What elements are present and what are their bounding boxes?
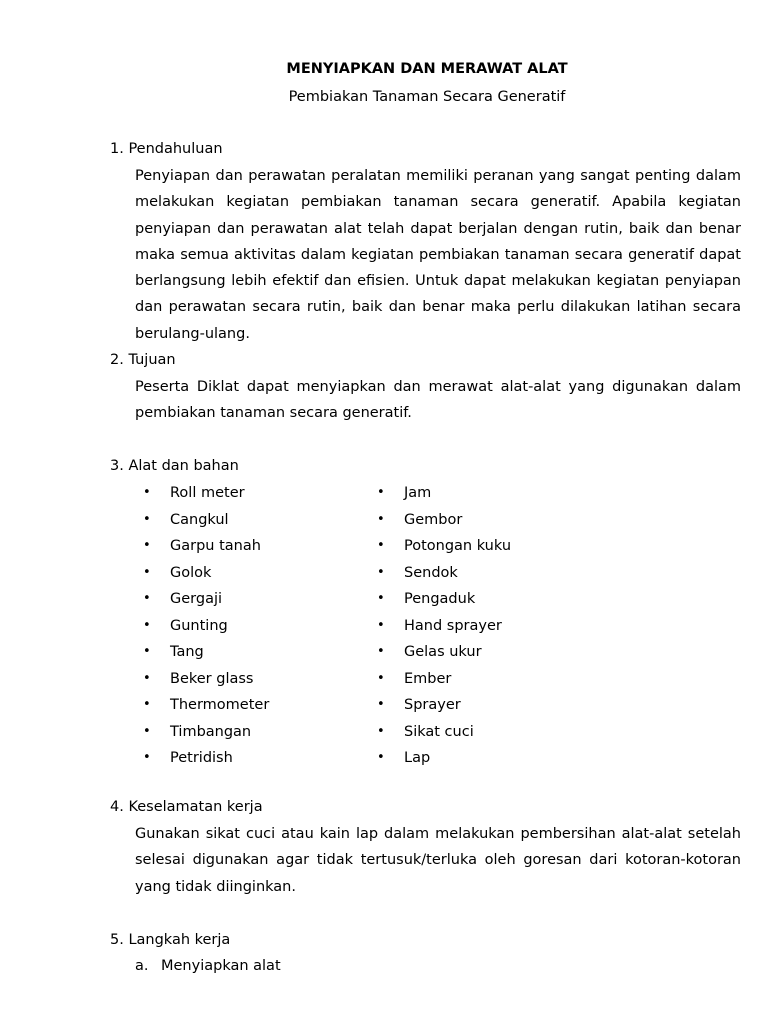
list-item: • Jam [377, 485, 432, 501]
list-item: • Gunting [143, 617, 228, 634]
sub-step-letter: a. [135, 958, 149, 974]
sub-step [135, 958, 281, 974]
list-item: • Pengaduk [377, 591, 476, 607]
list-item: • Sendok [377, 564, 458, 581]
list-item: • Hand sprayer [377, 617, 502, 634]
section-heading-keselamatan: 4. Keselamatan kerja [110, 799, 263, 815]
list-item: • Timbangan [143, 723, 252, 740]
list-item: • Gembor [377, 511, 463, 528]
list-item: • Potongan kuku [377, 538, 512, 554]
tools-list-left [143, 483, 270, 775]
section-body-pendahuluan: Penyiapan dan perawatan peralatan memiliki peranan yang sangat penting dalam melakukan kegiatan pembiakan tanaman secara generatif. Apabila kegiatan penyiapan dan perawatan alat telah dapat berjalan dengan rutin, baik dan benar maka semua aktivitas dalam kegiatan pembiakan tanaman secara generatif dapat berlangsung lebih efektif dan efisien. Untuk dapat melakukan kegiatan penyiapan dan perawatan secara rutin, baik dan benar maka perlu dilakukan latihan secara berulang-ulang. [135, 168, 741, 342]
document-subtitle: Pembiakan Tanaman Secara Generatif [288, 89, 566, 105]
list-item: • Gelas ukur [377, 644, 482, 660]
section-body-tujuan: Peserta Diklat dapat menyiapkan dan merawat alat-alat yang digunakan dalam pembiakan tanaman secara generatif. [135, 379, 741, 422]
sub-step-label: Menyiapkan alat [161, 958, 281, 974]
list-item: • Garpu tanah [143, 538, 261, 554]
list-item: • Gergaji [143, 591, 223, 607]
list-item: • Ember [377, 670, 452, 687]
list-item: • Sikat cuci [377, 723, 474, 740]
section-body-keselamatan: Gunakan sikat cuci atau kain lap dalam melakukan pembersihan alat-alat setelah selesai digunakan agar tidak tertusuk/terluka oleh goresan dari kotoran-kotoran yang tidak diinginkan. [135, 826, 741, 895]
section-heading-alat-bahan: 3. Alat dan bahan [110, 458, 239, 474]
tools-list-right [377, 483, 512, 775]
section-heading-pendahuluan: 1. Pendahuluan [110, 141, 223, 157]
section-heading-tujuan: 2. Tujuan [110, 352, 176, 368]
list-item: • Sprayer [377, 697, 461, 713]
list-item: • Tang [143, 644, 204, 660]
list-item: • Petridish [143, 750, 233, 766]
list-item: • Thermometer [143, 697, 270, 713]
list-item: • Beker glass [143, 670, 254, 687]
document-title: MENYIAPKAN DAN MERAWAT ALAT [286, 61, 568, 77]
list-item: • Lap [377, 750, 431, 766]
list-item: • Golok [143, 564, 212, 581]
section-heading-langkah: 5. Langkah kerja [110, 932, 231, 948]
list-item: • Cangkul [143, 511, 229, 528]
list-item: • Roll meter [143, 485, 245, 501]
